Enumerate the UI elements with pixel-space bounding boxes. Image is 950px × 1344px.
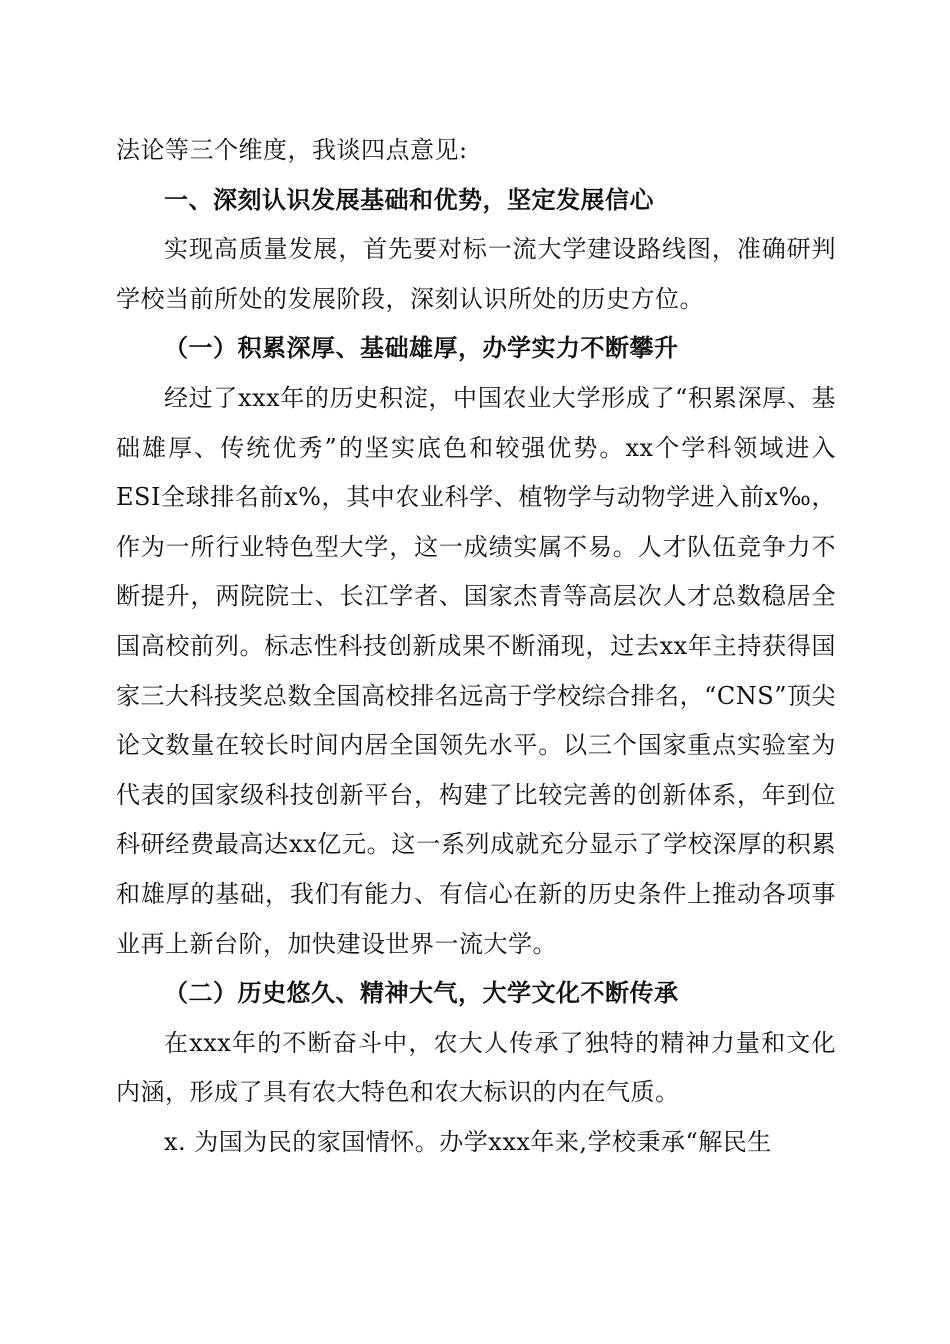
paragraph-subsection-1-body: 经过了xxx年的历史积淀，中国农业大学形成了“积累深厚、基础雄厚、传统优秀”的坚实底色和较强优势。xx个学科领域进入ESI全球排名前x%，其中农业科学、植物学与动物学进入前x‰，作为一所行业特色型大学，这一成绩实属不易。人才队伍竞争力不断提升，两院院士、长江学者、国家杰青等高层次人才总数稳居全国高校前列。标志性科技创新成果不断涌现，过去xx年主持获得国家三大科技奖总数全国高校排名远高于学校综合排名，“CNS”顶尖论文数量在较长时间内居全国领先水平。以三个国家重点实验室为代表的国家级科技创新平台，构建了比较完善的创新体系，年到位科研经费最高达xx亿元。这一系列成就充分显示了学校深厚的积累和雄厚的基础，我们有能力、有信心在新的历史条件上推动各项事业再上新台阶，加快建设世界一流大学。 (116, 383, 836, 958)
paragraph-section-1-intro: 实现高质量发展，首先要对标一流大学建设路线图，准确研判学校当前所处的发展阶段，深刻认识所处的历史方位。 (116, 235, 836, 313)
subsection-heading-1: （一）积累深厚、基础雄厚，办学实力不断攀升 (164, 334, 679, 363)
section-heading-1: 一、深刻认识发展基础和优势，坚定发展信心 (164, 185, 654, 214)
paragraph-intro-continuation: 法论等三个维度，我谈四点意见: (116, 136, 468, 164)
paragraph-point-x: x. 为国为民的家国情怀。办学xxx年来,学校秉承“解民生 (164, 1127, 772, 1156)
subsection-heading-2: （二）历史悠久、精神大气，大学文化不断传承 (164, 979, 679, 1008)
paragraph-subsection-2-intro: 在xxx年的不断奋斗中，农大人传承了独特的精神力量和文化内涵，形成了具有农大特色和农大标识的内在气质。 (116, 1028, 836, 1107)
document-body (116, 126, 836, 1167)
